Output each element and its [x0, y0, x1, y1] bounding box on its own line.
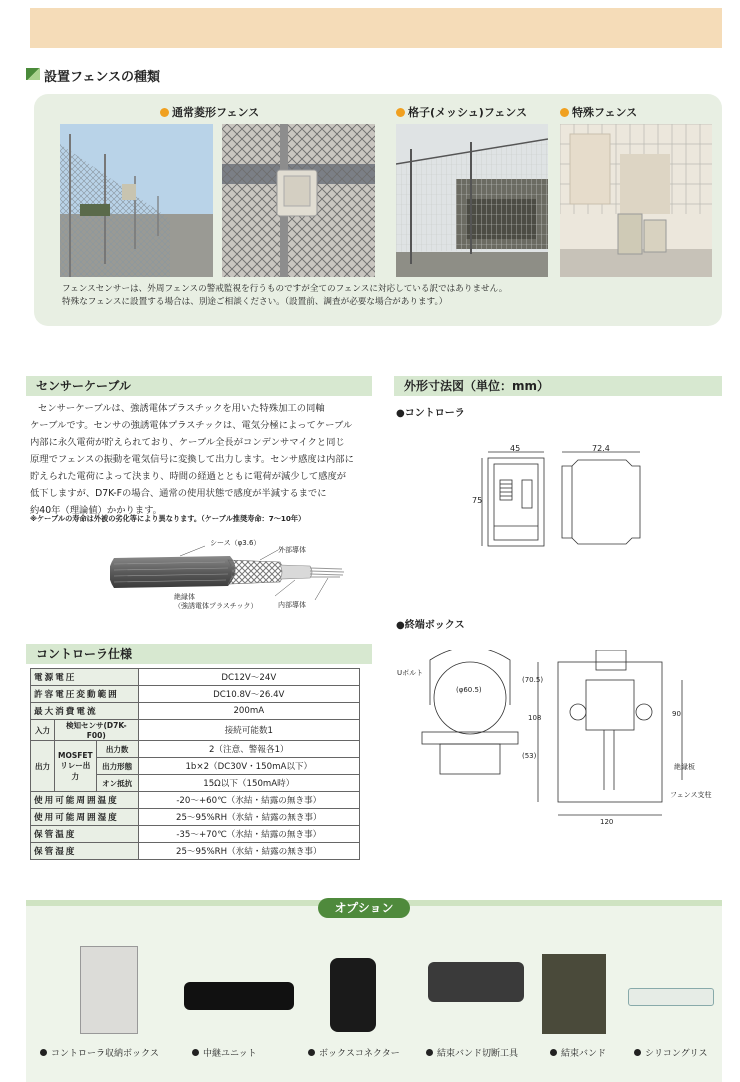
option-label: 結束バンド切断工具 — [426, 1046, 518, 1059]
table-row: 保管湿度 25〜95%RH（氷結・結露の無き事） — [31, 843, 360, 860]
option-label: 中継ユニット — [192, 1046, 257, 1059]
section-square-icon — [26, 68, 40, 80]
fence-label-special: 特殊フェンス — [560, 104, 637, 120]
controller-dim-title: ●コントローラ — [396, 408, 465, 419]
table-row: 最大消費電流 200mA — [31, 703, 360, 720]
options-title: オプション — [318, 898, 410, 918]
label-u-bolt: Uボルト — [397, 669, 424, 677]
dim-75: 75 — [472, 496, 483, 505]
label-90: 90 — [672, 710, 681, 718]
label-120: 120 — [600, 818, 614, 826]
band-cutter-image — [428, 962, 524, 1002]
option-label: ボックスコネクター — [308, 1046, 400, 1059]
silicone-grease-image — [628, 988, 714, 1006]
label-53: (53) — [522, 752, 537, 760]
option-label: シリコングリス — [634, 1046, 707, 1059]
label-insulation-plate: 絶縁板 — [674, 763, 695, 771]
terminal-dim-title: ●終端ボックス — [396, 620, 465, 631]
dimensions-title: 外形寸法図（単位：mm） — [394, 376, 722, 396]
controller-drawing — [470, 446, 720, 556]
bullet-icon — [308, 1049, 315, 1056]
label-108: 108 — [528, 714, 542, 722]
header-bar — [30, 8, 722, 48]
table-row: 保管温度 -35〜+70℃（氷結・結露の無き事） — [31, 826, 360, 843]
bullet-icon — [192, 1049, 199, 1056]
orange-dot-icon — [560, 108, 569, 117]
label-insulator: 絶縁体 — [174, 593, 195, 601]
table-row: 出力 MOSFET リレー出力 出力数 2（注意、警報各1） — [31, 741, 360, 758]
table-row: オン抵抗 15Ω以下（150mA時） — [31, 775, 360, 792]
label-phi-60-5: (φ60.5) — [456, 686, 482, 694]
terminal-drawing — [400, 650, 720, 830]
photo-diamond-fence-box — [222, 124, 375, 277]
table-row: 入力 検知センサ(D7K-F00) 接続可能数1 — [31, 720, 360, 741]
orange-dot-icon — [160, 108, 169, 117]
cable-footnote: ※ケーブルの寿命は外被の劣化等により異なります。（ケーブル推奨寿命：7〜10年） — [30, 514, 306, 523]
table-row: 使用可能周囲温度 -20〜+60℃（氷結・結露の無き事） — [31, 792, 360, 809]
label-70-5: (70.5) — [522, 676, 544, 684]
bullet-icon — [426, 1049, 433, 1056]
table-row: 出力形態 1b×2（DC30V・150mA以下） — [31, 758, 360, 775]
photo-mesh-fence — [396, 124, 548, 277]
bullet-icon — [40, 1049, 47, 1056]
label-sheath: シース（φ3.6） — [210, 539, 261, 547]
fence-label-mesh: 格子(メッシュ)フェンス — [396, 104, 527, 120]
photo-diamond-fence-wide — [60, 124, 213, 277]
fence-label-diamond: 通常菱形フェンス — [160, 104, 259, 120]
dim-45: 45 — [510, 444, 521, 453]
fence-section-title: 設置フェンスの種類 — [44, 70, 160, 85]
label-insulator-sub: （強誘電体プラスチック） — [174, 602, 258, 610]
label-inner-conductor: 内部導体 — [278, 601, 306, 609]
box-connector-image — [330, 958, 376, 1032]
label-fence-post: フェンス支柱 — [670, 791, 712, 799]
table-row: 許容電圧変動範囲 DC10.8V〜26.4V — [31, 686, 360, 703]
cable-description: センサーケーブルは、強誘電体プラスチックを用いた特殊加工の同軸 ケーブルです。センサの強誘電体プラスチックは、電気分極によってケーブル 内部に永久電荷が貯えられており、ケーブル全長がコンデンサマイクと同じ 原理でフェンスの振動を電気信号に変換して出力します。センサ感度は内部に 貯えられた電荷によって決まり、時間の経過とともに電荷が減少して感度が 低下しますが、D7K-Fの場合、通常の使用状態で感度が半減するまでに 約40年（理論値）かかります。 — [30, 403, 354, 516]
bullet-icon — [550, 1049, 557, 1056]
option-label: コントローラ収納ボックス — [40, 1046, 159, 1059]
table-row: 電源電圧 DC12V〜24V — [31, 669, 360, 686]
cable-section-title: センサーケーブル — [26, 376, 372, 396]
relay-unit-image — [184, 982, 294, 1010]
label-outer-conductor: 外部導体 — [278, 546, 306, 554]
spec-section-title: コントローラ仕様 — [26, 644, 372, 664]
cable-ties-image — [542, 954, 606, 1034]
orange-dot-icon — [396, 108, 405, 117]
option-label: 結束バンド — [550, 1046, 606, 1059]
spec-table — [30, 668, 360, 860]
fence-note: フェンスセンサーは、外周フェンスの警戒監視を行うものですが全てのフェンスに対応している訳ではありません。 特殊なフェンスに設置する場合は、別途ご相談ください。（設置前、調査が必要な場合があります。） — [62, 284, 508, 307]
bullet-icon — [634, 1049, 641, 1056]
dim-72-4: 72.4 — [592, 444, 610, 453]
table-row: 使用可能周囲湿度 25〜95%RH（氷結・結露の無き事） — [31, 809, 360, 826]
controller-box-image — [80, 946, 138, 1034]
photo-special-fence — [560, 124, 712, 277]
